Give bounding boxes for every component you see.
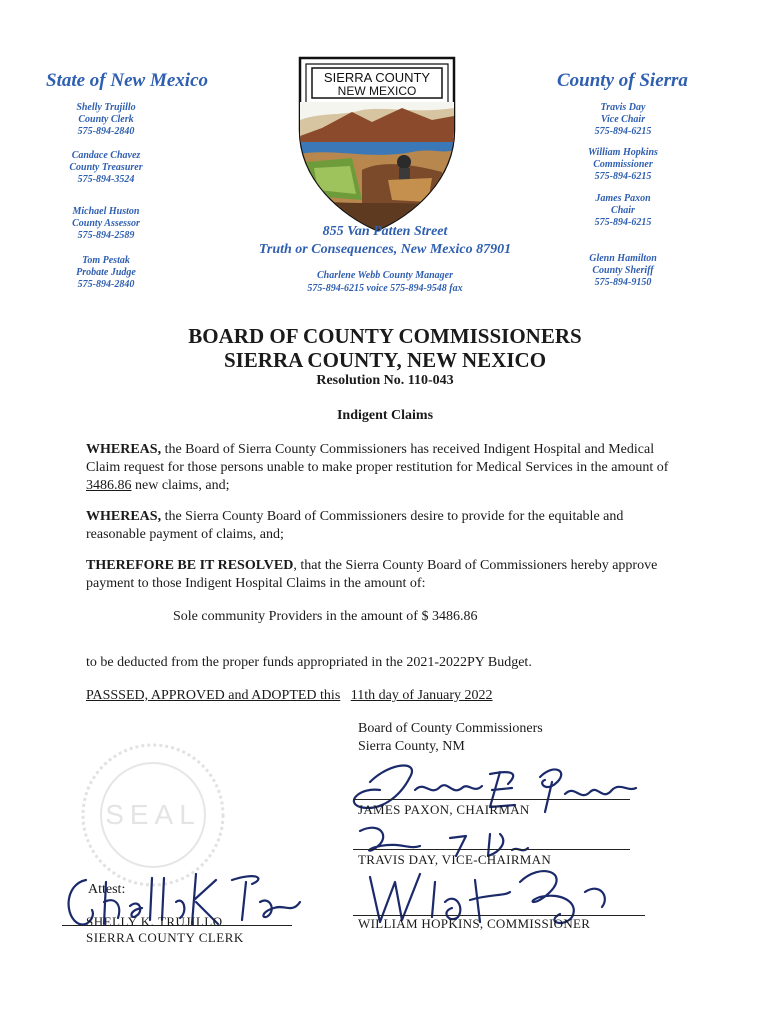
chairman-name: JAMES PAXON, CHAIRMAN [358,802,530,817]
paragraph-resolved: THEREFORE BE IT RESOLVED, that the Sierra County Board of Commissioners hereby approve payment to those Indigent Hospital Claims in the amount of: [86,558,658,591]
manager-name: Charlene Webb County Manager [316,270,454,281]
address-city: Truth or Consequences, New Mexico 87901 [258,242,512,257]
paragraph-whereas-2: WHEREAS, the Sierra County Board of Commissioners desire to provide for the equitable and reasonable payment of claims, and; [86,509,624,542]
vice-chairman-line [353,849,630,850]
passed-line: PASSSED, APPROVED and ADOPTED this 11th day of January 2022 [86,688,493,703]
official-commissioner: William Hopkins Commissioner 575-894-6215 [588,147,658,182]
chairman-line [353,799,630,800]
official-clerk: Shelly Trujillo County Clerk 575-894-2840 [76,102,136,137]
doc-title-1: BOARD OF COUNTY COMMISSIONERS [188,324,582,348]
county-title: County of Sierra [557,70,688,91]
logo-line2: NEW MEXICO [337,84,417,98]
state-title: State of New Mexico [46,70,209,91]
board-block: Board of County Commissioners Sierra County, NM [358,721,543,754]
resolution-number: Resolution No. 110-043 [316,373,454,388]
seal-text: SEAL [105,799,201,830]
doc-title-2: SIERRA COUNTY, NEW NEXICO [223,348,547,372]
clerk-name: SHELLY K. TRUJILLO [86,914,223,929]
county-logo [292,50,462,235]
official-chair: James Paxon Chair 575-894-6215 [594,193,652,228]
county-seal-landscape-icon [292,50,462,235]
official-assessor: Michael Huston County Assessor 575-894-2589 [72,206,140,241]
logo-line1: SIERRA COUNTY [323,70,431,85]
official-sheriff: Glenn Hamilton County Sheriff 575-894-9150 [589,253,657,288]
address-street: 855 Van Patten Street [322,224,448,239]
providers-amount: Sole community Providers in the amount of $ 3486.86 [173,609,478,624]
paragraph-whereas-1: WHEREAS, the Board of Sierra County Commissioners has received Indigent Hospital and Medical Claim request for those persons unable to make proper restitution for Medical Services in the amount of 3486.86 new claims, and; [86,442,669,493]
official-judge: Tom Pestak Probate Judge 575-894-2840 [76,255,136,290]
deducted-line: to be deducted from the proper funds appropriated in the 2021-2022PY Budget. [86,655,532,670]
attest-label: Attest: [88,882,126,897]
official-vice-chair: Travis Day Vice Chair 575-894-6215 [594,102,652,137]
manager-phone: 575-894-6215 voice 575-894-9548 fax [307,283,463,294]
clerk-title: SIERRA COUNTY CLERK [86,930,244,945]
commissioner-name: WILLIAM HOPKINS, COMMISSIONER [358,916,591,931]
official-treasurer: Candace Chavez County Treasurer 575-894-3524 [69,150,143,185]
vice-chairman-name: TRAVIS DAY, VICE-CHAIRMAN [358,852,552,867]
subject: Indigent Claims [336,408,434,423]
